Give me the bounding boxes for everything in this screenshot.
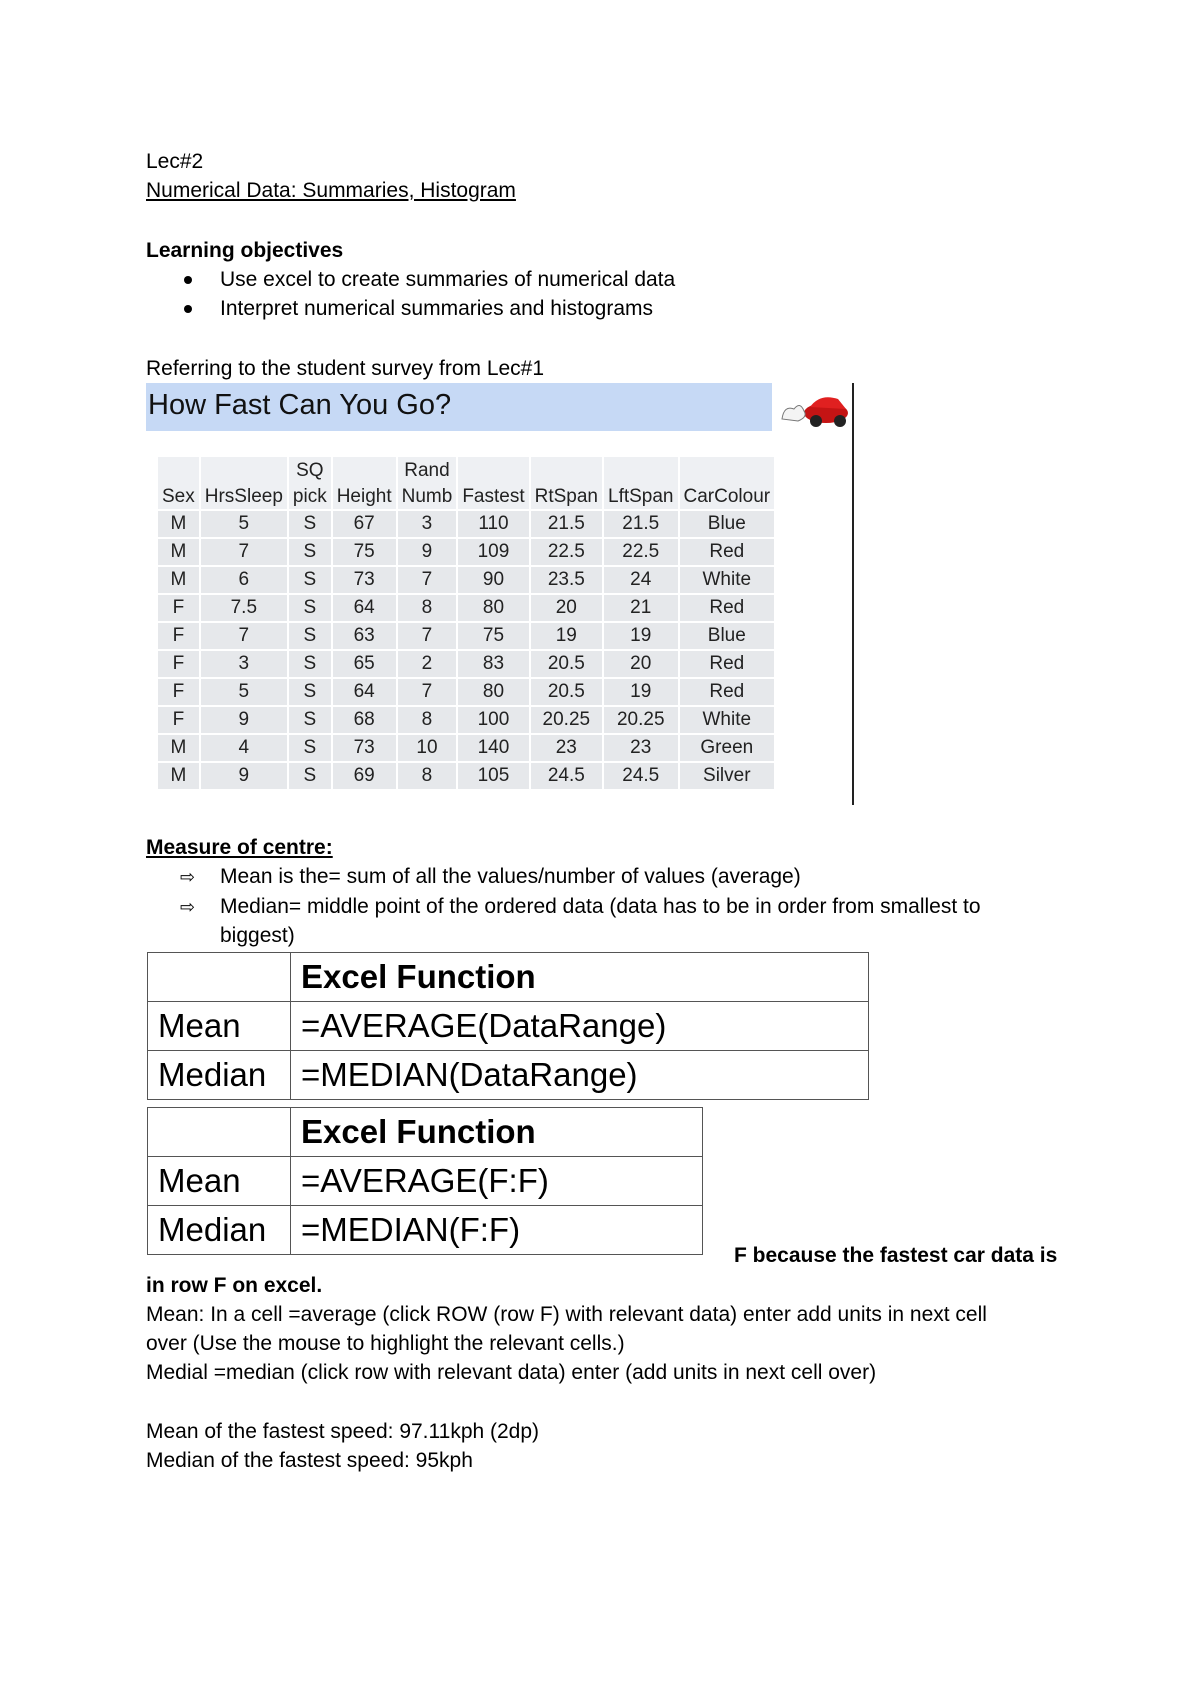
- table-cell: S: [288, 594, 332, 622]
- table-cell: 105: [457, 762, 529, 789]
- table-cell: 7: [397, 622, 458, 650]
- column-header-top: [457, 457, 529, 483]
- table-cell: 73: [332, 566, 397, 594]
- table-cell: Blue: [679, 622, 776, 650]
- table-cell: 8: [397, 594, 458, 622]
- table-cell: 7: [397, 566, 458, 594]
- survey-reference: Referring to the student survey from Lec#1: [146, 357, 545, 380]
- table-cell: S: [288, 734, 332, 762]
- column-header-top: [158, 457, 200, 483]
- table-cell: 9: [397, 538, 458, 566]
- table-cell: 8: [397, 706, 458, 734]
- table-cell: 75: [332, 538, 397, 566]
- table-cell: F: [158, 706, 200, 734]
- objective-item: Interpret numerical summaries and histograms: [180, 297, 653, 321]
- excel-function-table: [147, 952, 869, 1100]
- table-cell: 24.5: [530, 762, 603, 789]
- table-cell: Green: [679, 734, 776, 762]
- column-header-top: [332, 457, 397, 483]
- column-header: CarColour: [679, 483, 776, 510]
- table-row: [158, 622, 775, 650]
- table-corner: [148, 1108, 291, 1157]
- column-header: Height: [332, 483, 397, 510]
- table-cell: 7: [200, 622, 288, 650]
- table-cell: M: [158, 566, 200, 594]
- survey-screenshot: [146, 383, 854, 805]
- table-cell: F: [158, 594, 200, 622]
- table-cell: Red: [679, 650, 776, 678]
- arrow-icon: ⇨: [180, 897, 196, 917]
- row-function: =AVERAGE(DataRange): [291, 1002, 869, 1051]
- table-cell: Red: [679, 594, 776, 622]
- table-row: [158, 594, 775, 622]
- table-cell: 20.5: [530, 678, 603, 706]
- table-cell: 8: [397, 762, 458, 789]
- table-cell: 19: [530, 622, 603, 650]
- table-cell: 65: [332, 650, 397, 678]
- row-label: Mean: [148, 1002, 291, 1051]
- table-row: [158, 566, 775, 594]
- centre-heading: Measure of centre:: [146, 836, 333, 859]
- table-cell: 9: [200, 706, 288, 734]
- table-cell: S: [288, 566, 332, 594]
- table-cell: S: [288, 762, 332, 789]
- table-cell: 2: [397, 650, 458, 678]
- column-header-top: [200, 457, 288, 483]
- column-header: Sex: [158, 483, 200, 510]
- column-header: Numb: [397, 483, 458, 510]
- table-cell: 109: [457, 538, 529, 566]
- bullet-icon: [184, 305, 192, 313]
- table-cell: 21.5: [530, 510, 603, 538]
- table-cell: 69: [332, 762, 397, 789]
- objective-item: Use excel to create summaries of numerical data: [180, 268, 675, 292]
- table-cell: F: [158, 678, 200, 706]
- median-result: Median of the fastest speed: 95kph: [146, 1449, 473, 1472]
- table-cell: Red: [679, 538, 776, 566]
- row-function: =MEDIAN(DataRange): [291, 1051, 869, 1100]
- bullet-icon: [184, 276, 192, 284]
- note-line: F because the fastest car data is: [734, 1244, 1058, 1267]
- table-cell: 4: [200, 734, 288, 762]
- survey-banner: [146, 383, 772, 431]
- table-cell: 23.5: [530, 566, 603, 594]
- table-cell: White: [679, 566, 776, 594]
- table-cell: 24.5: [603, 762, 679, 789]
- table-cell: 80: [457, 678, 529, 706]
- survey-table: [158, 457, 776, 789]
- table-cell: 7.5: [200, 594, 288, 622]
- row-function: =AVERAGE(F:F): [291, 1157, 703, 1206]
- table-cell: 67: [332, 510, 397, 538]
- row-function: =MEDIAN(F:F): [291, 1206, 703, 1255]
- table-cell: 20.5: [530, 650, 603, 678]
- race-car-icon: [776, 385, 852, 429]
- table-cell: 9: [200, 762, 288, 789]
- table-cell: 23: [603, 734, 679, 762]
- mean-result: Mean of the fastest speed: 97.11kph (2dp): [146, 1420, 540, 1443]
- divider-line: [852, 383, 854, 805]
- table-cell: 5: [200, 678, 288, 706]
- column-header: RtSpan: [530, 483, 603, 510]
- column-header-top: [530, 457, 603, 483]
- table-cell: 21: [603, 594, 679, 622]
- table-cell: S: [288, 678, 332, 706]
- table-cell: 90: [457, 566, 529, 594]
- table-cell: S: [288, 510, 332, 538]
- table-row: [158, 762, 775, 789]
- table-header: Excel Function: [291, 953, 869, 1002]
- lecture-number: Lec#2: [146, 150, 204, 173]
- table-cell: 10: [397, 734, 458, 762]
- table-cell: S: [288, 622, 332, 650]
- survey-title: How Fast Can You Go?: [148, 389, 452, 421]
- table-row: [158, 650, 775, 678]
- centre-point-continued: biggest): [220, 924, 295, 947]
- column-header-top: [679, 457, 776, 483]
- table-cell: 20.25: [603, 706, 679, 734]
- table-cell: 75: [457, 622, 529, 650]
- instruction-line: Mean: In a cell =average (click ROW (row F) with relevant data) enter add units in next cell: [146, 1303, 987, 1326]
- table-cell: Blue: [679, 510, 776, 538]
- table-cell: 73: [332, 734, 397, 762]
- table-cell: 64: [332, 594, 397, 622]
- table-cell: 5: [200, 510, 288, 538]
- instruction-line: Medial =median (click row with relevant data) enter (add units in next cell over): [146, 1361, 877, 1384]
- table-cell: M: [158, 762, 200, 789]
- table-row: [158, 734, 775, 762]
- table-cell: 22.5: [530, 538, 603, 566]
- table-cell: White: [679, 706, 776, 734]
- table-corner: [148, 953, 291, 1002]
- table-cell: 63: [332, 622, 397, 650]
- table-cell: M: [158, 510, 200, 538]
- table-cell: 68: [332, 706, 397, 734]
- note-line: in row F on excel.: [146, 1274, 323, 1297]
- table-cell: 140: [457, 734, 529, 762]
- table-cell: 20.25: [530, 706, 603, 734]
- column-header: LftSpan: [603, 483, 679, 510]
- table-cell: 19: [603, 678, 679, 706]
- column-header: Fastest: [457, 483, 529, 510]
- table-cell: 21.5: [603, 510, 679, 538]
- table-cell: Red: [679, 678, 776, 706]
- table-cell: 3: [397, 510, 458, 538]
- table-cell: F: [158, 622, 200, 650]
- table-cell: 7: [397, 678, 458, 706]
- table-cell: S: [288, 538, 332, 566]
- table-cell: M: [158, 538, 200, 566]
- table-cell: 24: [603, 566, 679, 594]
- column-header-top: Rand: [397, 457, 458, 483]
- centre-point: ⇨ Mean is the= sum of all the values/number of values (average): [180, 865, 801, 888]
- table-row: [158, 706, 775, 734]
- table-cell: 100: [457, 706, 529, 734]
- table-cell: F: [158, 650, 200, 678]
- table-cell: M: [158, 734, 200, 762]
- table-cell: Silver: [679, 762, 776, 789]
- row-label: Mean: [148, 1157, 291, 1206]
- table-cell: 110: [457, 510, 529, 538]
- column-header-top: SQ: [288, 457, 332, 483]
- row-label: Median: [148, 1051, 291, 1100]
- table-row: [158, 510, 775, 538]
- objectives-heading: Learning objectives: [146, 239, 344, 262]
- table-cell: S: [288, 650, 332, 678]
- table-cell: 7: [200, 538, 288, 566]
- table-cell: 64: [332, 678, 397, 706]
- table-row: [158, 538, 775, 566]
- row-label: Median: [148, 1206, 291, 1255]
- table-header: Excel Function: [291, 1108, 703, 1157]
- table-cell: 80: [457, 594, 529, 622]
- table-cell: 20: [603, 650, 679, 678]
- table-cell: 3: [200, 650, 288, 678]
- table-cell: 6: [200, 566, 288, 594]
- page-title: Numerical Data: Summaries, Histogram: [146, 179, 516, 202]
- column-header: HrsSleep: [200, 483, 288, 510]
- column-header-top: [603, 457, 679, 483]
- column-header: pick: [288, 483, 332, 510]
- table-cell: S: [288, 706, 332, 734]
- table-cell: 83: [457, 650, 529, 678]
- excel-function-table-f: [147, 1107, 703, 1255]
- table-cell: 22.5: [603, 538, 679, 566]
- table-cell: 20: [530, 594, 603, 622]
- instruction-line: over (Use the mouse to highlight the relevant cells.): [146, 1332, 625, 1355]
- centre-point: ⇨ Median= middle point of the ordered data (data has to be in order from smallest to: [180, 895, 981, 918]
- arrow-icon: ⇨: [180, 867, 196, 887]
- table-cell: 23: [530, 734, 603, 762]
- table-row: [158, 678, 775, 706]
- table-cell: 19: [603, 622, 679, 650]
